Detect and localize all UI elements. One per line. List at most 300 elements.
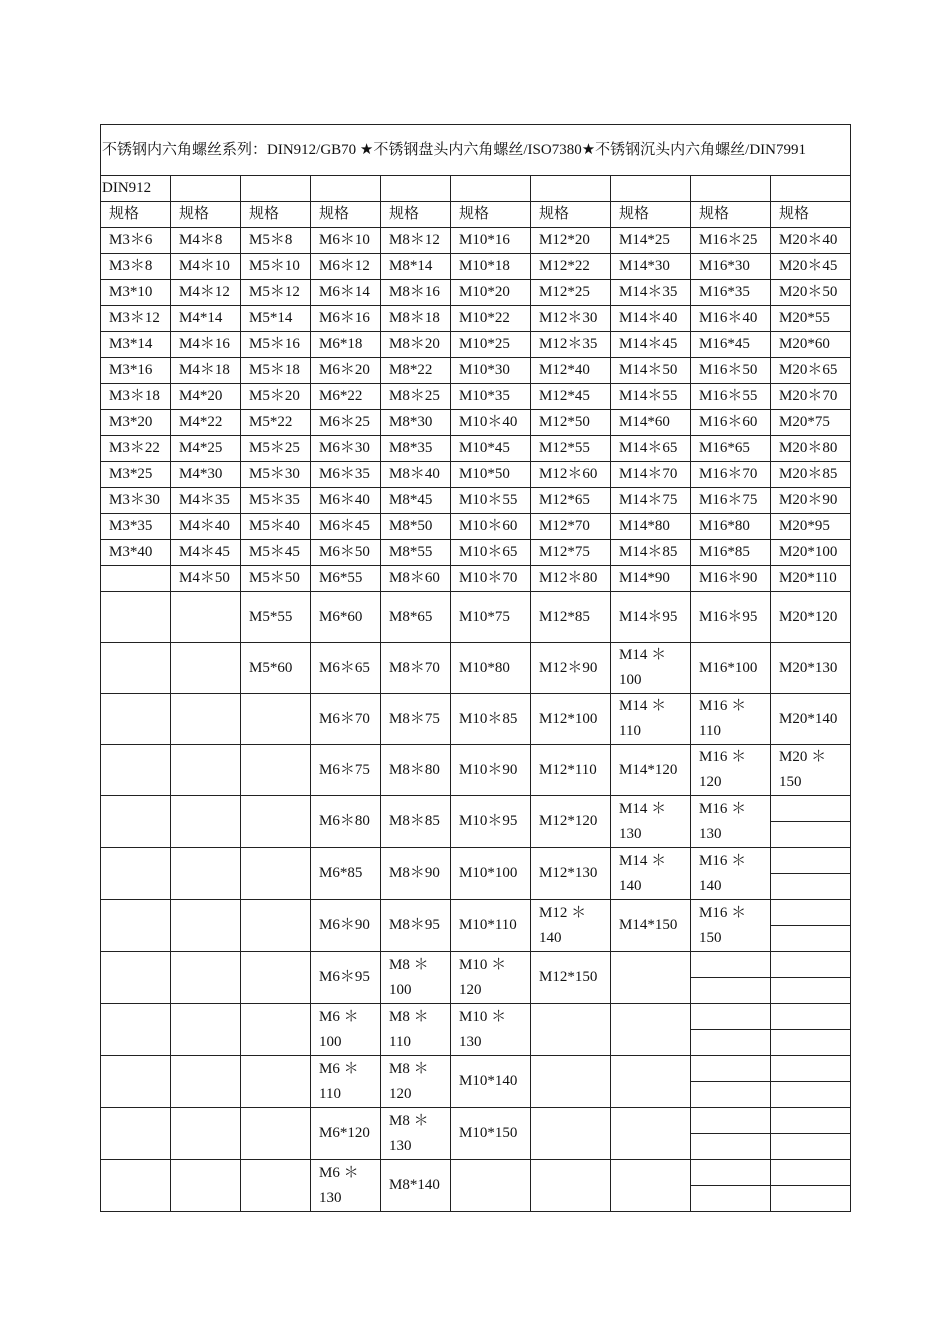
spec-cell: M6＊50 — [311, 540, 381, 566]
spec-cell: M16＊50 — [691, 358, 771, 384]
spec-cell: M10*100 — [451, 848, 531, 900]
spec-cell: M20*75 — [771, 410, 851, 436]
spec-cell: M12*110 — [531, 745, 611, 796]
empty-subcell — [771, 1056, 850, 1081]
empty-cell — [311, 176, 381, 202]
spec-cell: M16 ＊ 140 — [691, 848, 771, 900]
spec-cell: M3＊12 — [101, 306, 171, 332]
empty-subcell — [691, 1133, 770, 1159]
column-header: 规格 — [611, 202, 691, 228]
empty-cell — [611, 1004, 691, 1056]
spec-cell: M6*120 — [311, 1108, 381, 1160]
spec-cell: M20＊80 — [771, 436, 851, 462]
spec-cell: M6＊75 — [311, 745, 381, 796]
empty-subcell — [771, 821, 850, 847]
spec-cell: M4＊50 — [171, 566, 241, 592]
empty-cell — [771, 900, 851, 952]
spec-cell: M5＊45 — [241, 540, 311, 566]
empty-cell — [101, 566, 171, 592]
empty-cell — [611, 1056, 691, 1108]
empty-cell — [241, 1160, 311, 1212]
empty-subcell — [691, 1081, 770, 1107]
spec-cell: M4＊18 — [171, 358, 241, 384]
empty-cell — [771, 1004, 851, 1056]
spec-cell: M3*10 — [101, 280, 171, 306]
spec-cell: M8 ＊ 100 — [381, 952, 451, 1004]
spec-cell: M20＊85 — [771, 462, 851, 488]
spec-cell: M12*65 — [531, 488, 611, 514]
spec-cell: M14 ＊ 110 — [611, 694, 691, 745]
spec-cell: M16 ＊ 130 — [691, 796, 771, 848]
empty-cell — [381, 176, 451, 202]
spec-cell: M8 ＊ 110 — [381, 1004, 451, 1056]
spec-cell: M8*140 — [381, 1160, 451, 1212]
spec-cell: M4*30 — [171, 462, 241, 488]
empty-cell — [691, 1004, 771, 1056]
spec-cell: M16＊25 — [691, 228, 771, 254]
spec-cell: M5＊8 — [241, 228, 311, 254]
empty-cell — [691, 176, 771, 202]
spec-cell: M6＊30 — [311, 436, 381, 462]
empty-cell — [531, 1056, 611, 1108]
spec-cell: M3＊6 — [101, 228, 171, 254]
empty-cell — [691, 1108, 771, 1160]
spec-cell: M8*55 — [381, 540, 451, 566]
spec-cell: M5＊35 — [241, 488, 311, 514]
empty-cell — [241, 900, 311, 952]
spec-cell: M12*55 — [531, 436, 611, 462]
empty-cell — [171, 1056, 241, 1108]
empty-cell — [101, 1160, 171, 1212]
spec-cell: M10*140 — [451, 1056, 531, 1108]
spec-cell: M6＊70 — [311, 694, 381, 745]
spec-cell: M20*120 — [771, 592, 851, 643]
spec-cell: M14＊70 — [611, 462, 691, 488]
empty-cell — [171, 1004, 241, 1056]
empty-cell — [771, 1056, 851, 1108]
empty-cell — [171, 694, 241, 745]
empty-subcell — [691, 1185, 770, 1211]
spec-cell: M12*100 — [531, 694, 611, 745]
spec-cell: M20＊65 — [771, 358, 851, 384]
spec-cell: M8＊80 — [381, 745, 451, 796]
spec-cell: M12*50 — [531, 410, 611, 436]
spec-cell: M16*100 — [691, 643, 771, 694]
spec-cell: M4*25 — [171, 436, 241, 462]
empty-subcell — [771, 1004, 850, 1029]
spec-cell: M6＊20 — [311, 358, 381, 384]
spec-cell: M6 ＊ 130 — [311, 1160, 381, 1212]
spec-cell: M8*50 — [381, 514, 451, 540]
empty-cell — [101, 1108, 171, 1160]
spec-cell: M5＊12 — [241, 280, 311, 306]
column-header: 规格 — [241, 202, 311, 228]
spec-cell: M8＊75 — [381, 694, 451, 745]
empty-subcell — [771, 1029, 850, 1055]
empty-cell — [531, 1160, 611, 1212]
empty-cell — [771, 796, 851, 848]
empty-subcell — [691, 1056, 770, 1081]
spec-cell: M12*40 — [531, 358, 611, 384]
spec-cell: M20*140 — [771, 694, 851, 745]
empty-cell — [171, 745, 241, 796]
spec-cell: M16*30 — [691, 254, 771, 280]
empty-subcell — [691, 952, 770, 977]
spec-cell: M6＊14 — [311, 280, 381, 306]
spec-cell: M10 ＊ 130 — [451, 1004, 531, 1056]
spec-cell: M6＊16 — [311, 306, 381, 332]
spec-cell: M3*14 — [101, 332, 171, 358]
spec-cell: M3＊18 — [101, 384, 171, 410]
spec-cell: M20*60 — [771, 332, 851, 358]
spec-cell: M12＊90 — [531, 643, 611, 694]
spec-cell: M12*22 — [531, 254, 611, 280]
empty-cell — [611, 1160, 691, 1212]
spec-cell: M12＊35 — [531, 332, 611, 358]
spec-cell: M12＊30 — [531, 306, 611, 332]
spec-cell: M14*150 — [611, 900, 691, 952]
spec-cell: M16＊90 — [691, 566, 771, 592]
spec-cell: M6＊45 — [311, 514, 381, 540]
spec-cell: M6＊12 — [311, 254, 381, 280]
spec-cell: M5＊18 — [241, 358, 311, 384]
spec-cell: M3＊30 — [101, 488, 171, 514]
spec-cell: M5*22 — [241, 410, 311, 436]
spec-cell: M10*18 — [451, 254, 531, 280]
spec-cell: M8*35 — [381, 436, 451, 462]
empty-cell — [531, 1004, 611, 1056]
spec-cell: M14＊65 — [611, 436, 691, 462]
empty-subcell — [771, 1185, 850, 1211]
standard-label: DIN912 — [101, 176, 171, 202]
spec-cell: M20*100 — [771, 540, 851, 566]
column-header: 规格 — [531, 202, 611, 228]
spec-cell: M16＊70 — [691, 462, 771, 488]
spec-cell: M14＊95 — [611, 592, 691, 643]
spec-cell: M8＊25 — [381, 384, 451, 410]
empty-subcell — [771, 1133, 850, 1159]
spec-cell: M10＊55 — [451, 488, 531, 514]
column-header: 规格 — [171, 202, 241, 228]
empty-cell — [611, 176, 691, 202]
empty-cell — [101, 848, 171, 900]
empty-subcell — [691, 977, 770, 1003]
spec-cell: M5＊20 — [241, 384, 311, 410]
spec-cell: M10＊95 — [451, 796, 531, 848]
spec-cell: M20*55 — [771, 306, 851, 332]
empty-cell — [771, 952, 851, 1004]
spec-cell: M14 ＊ 100 — [611, 643, 691, 694]
spec-cell: M14＊40 — [611, 306, 691, 332]
spec-cell: M8＊40 — [381, 462, 451, 488]
spec-cell: M6＊10 — [311, 228, 381, 254]
empty-cell — [691, 1160, 771, 1212]
empty-subcell — [771, 1160, 850, 1185]
spec-cell: M8＊18 — [381, 306, 451, 332]
spec-cell: M4*14 — [171, 306, 241, 332]
empty-cell — [171, 643, 241, 694]
empty-cell — [171, 796, 241, 848]
column-header: 规格 — [311, 202, 381, 228]
spec-cell: M4＊8 — [171, 228, 241, 254]
empty-subcell — [771, 952, 850, 977]
spec-cell: M6*18 — [311, 332, 381, 358]
empty-cell — [691, 952, 771, 1004]
spec-cell: M14＊35 — [611, 280, 691, 306]
empty-cell — [771, 176, 851, 202]
spec-table — [100, 124, 851, 1212]
spec-cell: M12 ＊ 140 — [531, 900, 611, 952]
empty-cell — [101, 643, 171, 694]
spec-cell: M10*150 — [451, 1108, 531, 1160]
spec-cell: M10*35 — [451, 384, 531, 410]
spec-cell: M6 ＊ 110 — [311, 1056, 381, 1108]
spec-cell: M6＊25 — [311, 410, 381, 436]
empty-cell — [241, 796, 311, 848]
spec-cell: M6＊80 — [311, 796, 381, 848]
spec-cell: M16*45 — [691, 332, 771, 358]
empty-subcell — [771, 1081, 850, 1107]
spec-cell: M20＊40 — [771, 228, 851, 254]
spec-cell: M10*50 — [451, 462, 531, 488]
empty-cell — [531, 1108, 611, 1160]
spec-cell: M6＊40 — [311, 488, 381, 514]
spec-cell: M4*22 — [171, 410, 241, 436]
empty-cell — [101, 796, 171, 848]
spec-cell: M16＊40 — [691, 306, 771, 332]
spec-cell: M3*35 — [101, 514, 171, 540]
spec-cell: M6＊35 — [311, 462, 381, 488]
spec-cell: M14*80 — [611, 514, 691, 540]
spec-cell: M20＊90 — [771, 488, 851, 514]
empty-cell — [241, 694, 311, 745]
spec-cell: M8＊60 — [381, 566, 451, 592]
empty-subcell — [691, 1004, 770, 1029]
column-header: 规格 — [101, 202, 171, 228]
empty-cell — [241, 952, 311, 1004]
spec-cell: M8＊12 — [381, 228, 451, 254]
empty-cell — [171, 1108, 241, 1160]
empty-cell — [241, 848, 311, 900]
spec-cell: M5＊50 — [241, 566, 311, 592]
empty-cell — [691, 1056, 771, 1108]
empty-cell — [171, 848, 241, 900]
spec-cell: M20*110 — [771, 566, 851, 592]
spec-cell: M14 ＊ 140 — [611, 848, 691, 900]
spec-cell: M4＊35 — [171, 488, 241, 514]
spec-cell: M12*20 — [531, 228, 611, 254]
page-title: 不锈钢内六角螺丝系列：DIN912/GB70 ★不锈钢盘头内六角螺丝/ISO7380★不锈钢沉头内六角螺丝/DIN7991 — [101, 125, 851, 176]
spec-cell: M10＊90 — [451, 745, 531, 796]
spec-cell: M10*16 — [451, 228, 531, 254]
column-header: 规格 — [691, 202, 771, 228]
empty-cell — [171, 1160, 241, 1212]
spec-cell: M10*20 — [451, 280, 531, 306]
empty-cell — [531, 176, 611, 202]
empty-cell — [241, 1108, 311, 1160]
spec-cell: M3*20 — [101, 410, 171, 436]
spec-cell: M20＊50 — [771, 280, 851, 306]
column-header: 规格 — [451, 202, 531, 228]
spec-cell: M4＊16 — [171, 332, 241, 358]
spec-cell: M16 ＊ 150 — [691, 900, 771, 952]
spec-cell: M8＊70 — [381, 643, 451, 694]
spec-cell: M12*120 — [531, 796, 611, 848]
spec-cell: M16*65 — [691, 436, 771, 462]
spec-cell: M4＊12 — [171, 280, 241, 306]
spec-cell: M3*25 — [101, 462, 171, 488]
empty-subcell — [771, 1108, 850, 1133]
spec-cell: M5＊25 — [241, 436, 311, 462]
empty-subcell — [771, 977, 850, 1003]
empty-cell — [101, 745, 171, 796]
empty-cell — [101, 592, 171, 643]
spec-cell: M14*25 — [611, 228, 691, 254]
spec-cell: M6*60 — [311, 592, 381, 643]
empty-cell — [101, 694, 171, 745]
empty-cell — [171, 952, 241, 1004]
spec-cell: M10*110 — [451, 900, 531, 952]
spec-cell: M6 ＊ 100 — [311, 1004, 381, 1056]
spec-cell: M14*90 — [611, 566, 691, 592]
spec-cell: M14*30 — [611, 254, 691, 280]
spec-cell: M16*85 — [691, 540, 771, 566]
spec-cell: M10＊70 — [451, 566, 531, 592]
spec-cell: M5*55 — [241, 592, 311, 643]
empty-subcell — [691, 1029, 770, 1055]
empty-cell — [241, 745, 311, 796]
spec-cell: M6*85 — [311, 848, 381, 900]
spec-cell: M14*120 — [611, 745, 691, 796]
spec-cell: M10*80 — [451, 643, 531, 694]
spec-cell: M8*30 — [381, 410, 451, 436]
empty-cell — [171, 176, 241, 202]
empty-cell — [611, 1108, 691, 1160]
empty-cell — [771, 848, 851, 900]
spec-cell: M20 ＊ 150 — [771, 745, 851, 796]
spec-cell: M4*20 — [171, 384, 241, 410]
spec-cell: M8*45 — [381, 488, 451, 514]
spec-cell: M8*14 — [381, 254, 451, 280]
spec-cell: M14 ＊ 130 — [611, 796, 691, 848]
spec-cell: M16 ＊ 120 — [691, 745, 771, 796]
spec-cell: M10*22 — [451, 306, 531, 332]
spec-cell: M10＊40 — [451, 410, 531, 436]
spec-cell: M16 ＊ 110 — [691, 694, 771, 745]
spec-cell: M12*85 — [531, 592, 611, 643]
spec-cell: M3＊8 — [101, 254, 171, 280]
spec-cell: M20*130 — [771, 643, 851, 694]
spec-cell: M16＊60 — [691, 410, 771, 436]
spec-cell: M12*70 — [531, 514, 611, 540]
spec-cell: M14*60 — [611, 410, 691, 436]
spec-cell: M12*150 — [531, 952, 611, 1004]
spec-cell: M12*75 — [531, 540, 611, 566]
spec-cell: M16＊75 — [691, 488, 771, 514]
spec-cell: M14＊45 — [611, 332, 691, 358]
spec-cell: M16*35 — [691, 280, 771, 306]
spec-cell: M6*55 — [311, 566, 381, 592]
empty-cell — [241, 1004, 311, 1056]
column-header: 规格 — [771, 202, 851, 228]
empty-subcell — [771, 925, 850, 951]
spec-cell: M6＊95 — [311, 952, 381, 1004]
spec-cell: M8 ＊ 130 — [381, 1108, 451, 1160]
spec-cell: M14＊85 — [611, 540, 691, 566]
empty-subcell — [771, 796, 850, 821]
spec-cell: M10＊60 — [451, 514, 531, 540]
empty-cell — [771, 1160, 851, 1212]
empty-cell — [171, 900, 241, 952]
spec-cell: M10＊85 — [451, 694, 531, 745]
empty-subcell — [691, 1160, 770, 1185]
spec-cell: M12＊60 — [531, 462, 611, 488]
spec-cell: M10*30 — [451, 358, 531, 384]
spec-cell: M5*60 — [241, 643, 311, 694]
spec-cell: M20＊45 — [771, 254, 851, 280]
spec-cell: M8＊90 — [381, 848, 451, 900]
spec-cell: M8＊85 — [381, 796, 451, 848]
spec-cell: M16＊55 — [691, 384, 771, 410]
spec-cell: M12*130 — [531, 848, 611, 900]
empty-cell — [101, 1004, 171, 1056]
spec-cell: M8 ＊ 120 — [381, 1056, 451, 1108]
spec-cell: M5＊40 — [241, 514, 311, 540]
empty-cell — [241, 1056, 311, 1108]
column-header: 规格 — [381, 202, 451, 228]
spec-table-body — [101, 125, 851, 1212]
spec-cell: M8＊20 — [381, 332, 451, 358]
spec-cell: M8*65 — [381, 592, 451, 643]
spec-cell: M3*16 — [101, 358, 171, 384]
spec-cell: M14＊50 — [611, 358, 691, 384]
spec-cell: M14＊75 — [611, 488, 691, 514]
spec-cell: M12*45 — [531, 384, 611, 410]
empty-cell — [101, 900, 171, 952]
spec-cell: M8＊16 — [381, 280, 451, 306]
spec-cell: M6*22 — [311, 384, 381, 410]
spec-cell: M10*25 — [451, 332, 531, 358]
spec-cell: M5＊16 — [241, 332, 311, 358]
empty-cell — [171, 592, 241, 643]
empty-subcell — [771, 848, 850, 873]
spec-cell: M4＊10 — [171, 254, 241, 280]
empty-subcell — [771, 900, 850, 925]
empty-cell — [451, 176, 531, 202]
spec-cell: M5＊30 — [241, 462, 311, 488]
spec-cell: M16*80 — [691, 514, 771, 540]
spec-cell: M4＊40 — [171, 514, 241, 540]
spec-cell: M14＊55 — [611, 384, 691, 410]
spec-cell: M5*14 — [241, 306, 311, 332]
spec-cell: M10＊65 — [451, 540, 531, 566]
spec-cell: M12＊80 — [531, 566, 611, 592]
spec-cell: M3＊22 — [101, 436, 171, 462]
empty-cell — [771, 1108, 851, 1160]
spec-cell: M10*45 — [451, 436, 531, 462]
empty-subcell — [771, 873, 850, 899]
empty-cell — [451, 1160, 531, 1212]
spec-cell: M10*75 — [451, 592, 531, 643]
spec-cell: M20*95 — [771, 514, 851, 540]
spec-cell: M10 ＊ 120 — [451, 952, 531, 1004]
spec-cell: M8＊95 — [381, 900, 451, 952]
spec-cell: M5＊10 — [241, 254, 311, 280]
spec-cell: M20＊70 — [771, 384, 851, 410]
empty-subcell — [691, 1108, 770, 1133]
spec-cell: M16＊95 — [691, 592, 771, 643]
spec-cell: M8*22 — [381, 358, 451, 384]
